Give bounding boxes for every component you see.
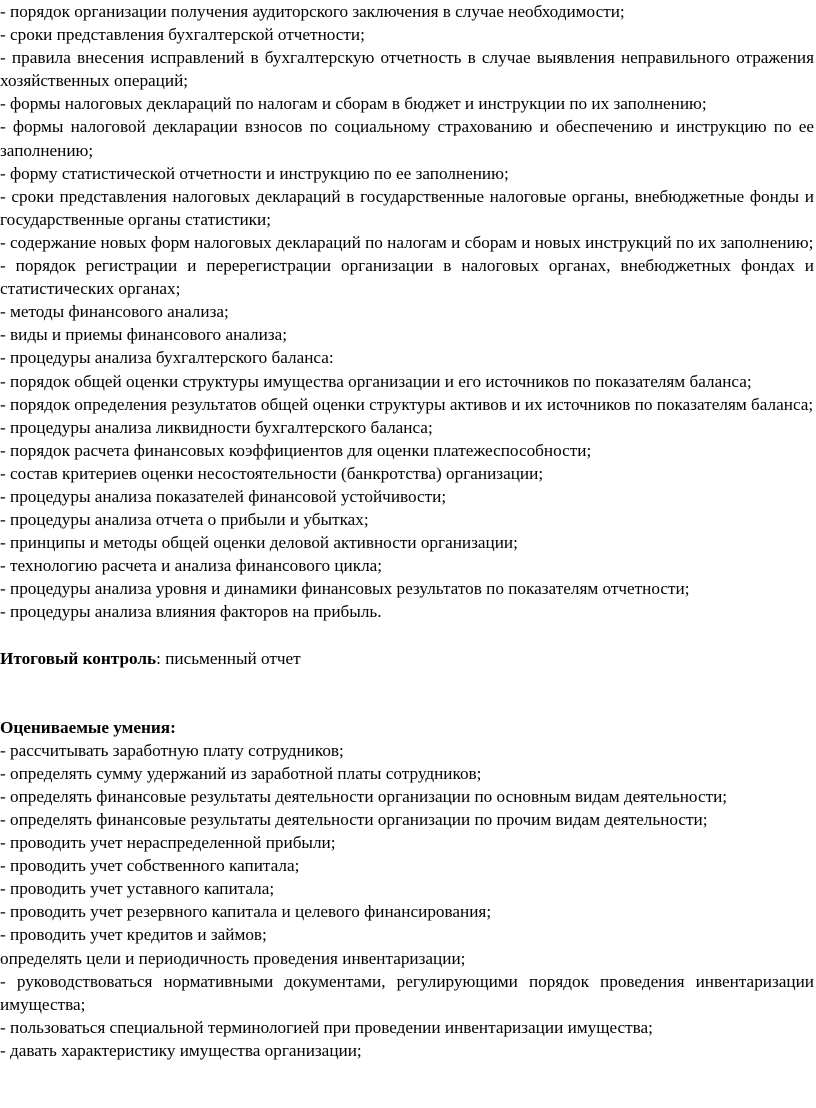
- final-control-label: Итоговый контроль: [0, 648, 157, 668]
- list-item: - определять сумму удержаний из заработной платы сотрудников;: [0, 763, 482, 783]
- list-item: определять цели и периодичность проведения инвентаризации;: [0, 948, 466, 968]
- list-item: - процедуры анализа бухгалтерского баланса:: [0, 348, 334, 368]
- list-item: - порядок определения результатов общей оценки структуры активов и их источников по показателям баланса;: [0, 394, 814, 414]
- list-item: - проводить учет нераспределенной прибыли;: [0, 833, 336, 853]
- list-item: - порядок общей оценки структуры имущества организации и его источников по показателям баланса;: [0, 371, 752, 391]
- list-item: - рассчитывать заработную плату сотрудников;: [0, 740, 344, 760]
- list-item: - проводить учет резервного капитала и целевого финансирования;: [0, 902, 492, 922]
- spacer: [0, 624, 816, 647]
- skills-heading: Оцениваемые умения:: [0, 717, 176, 737]
- list-item: - методы финансового анализа;: [0, 302, 229, 322]
- final-control: [0, 647, 816, 670]
- list-item: - принципы и методы общей оценки деловой активности организации;: [0, 533, 518, 553]
- spacer: [0, 670, 816, 716]
- list-item: - процедуры анализа отчета о прибыли и убытках;: [0, 510, 369, 530]
- list-item: - правила внесения исправлений в бухгалтерскую отчетность в случае выявления неправильного отражения хозяйственных операций;: [0, 48, 814, 91]
- list-item: - определять финансовые результаты деятельности организации по прочим видам деятельности;: [0, 810, 708, 829]
- list-item: - содержание новых форм налоговых деклараций по налогам и сборам и новых инструкций по их заполнению;: [0, 232, 814, 252]
- list-item: - проводить учет кредитов и займов;: [0, 925, 267, 945]
- list-item: - пользоваться специальной терминологией при проведении инвентаризации имущества;: [0, 1017, 653, 1037]
- list-item: - процедуры анализа показателей финансовой устойчивости;: [0, 486, 447, 506]
- skills-list: [0, 739, 816, 1062]
- list-item: - формы налоговых деклараций по налогам и сборам в бюджет и инструкции по их заполнению;: [0, 94, 707, 114]
- list-item: - порядок организации получения аудиторского заключения в случае необходимости;: [0, 2, 625, 21]
- list-item: - руководствоваться нормативными документами, регулирующими порядок проведения инвентаризации имущества;: [0, 971, 814, 1014]
- list-item: - технологию расчета и анализа финансового цикла;: [0, 556, 383, 576]
- list-item: - состав критериев оценки несостоятельности (банкротства) организации;: [0, 463, 544, 483]
- list-item: - порядок регистрации и перерегистрации организации в налоговых органах, внебюджетных фондах и статистических органах;: [0, 256, 814, 299]
- list-item: - виды и приемы финансового анализа;: [0, 325, 288, 345]
- final-control-separator: :: [156, 648, 161, 668]
- list-item: - сроки представления налоговых деклараций в государственные налоговые органы, внебюджетные фонды и государственные органы статистики;: [0, 186, 814, 229]
- list-item: - процедуры анализа ликвидности бухгалтерского баланса;: [0, 417, 433, 437]
- list-item: - определять финансовые результаты деятельности организации по основным видам деятельности;: [0, 786, 728, 806]
- list-item: - порядок расчета финансовых коэффициентов для оценки платежеспособности;: [0, 440, 592, 460]
- list-item: - проводить учет уставного капитала;: [0, 879, 275, 899]
- list-item: - проводить учет собственного капитала;: [0, 856, 300, 876]
- final-control-value: письменный отчет: [160, 648, 301, 668]
- list-item: - процедуры анализа уровня и динамики финансовых результатов по показателям отчетности;: [0, 579, 690, 599]
- list-item: - процедуры анализа влияния факторов на прибыль.: [0, 602, 382, 622]
- list-item: - форму статистической отчетности и инструкцию по ее заполнению;: [0, 163, 509, 183]
- list-item: - сроки представления бухгалтерской отчетности;: [0, 25, 365, 45]
- list-item: - давать характеристику имущества организации;: [0, 1040, 362, 1060]
- list-item: - формы налоговой декларации взносов по социальному страхованию и обеспечению и инструкцию по ее заполнению;: [0, 117, 814, 160]
